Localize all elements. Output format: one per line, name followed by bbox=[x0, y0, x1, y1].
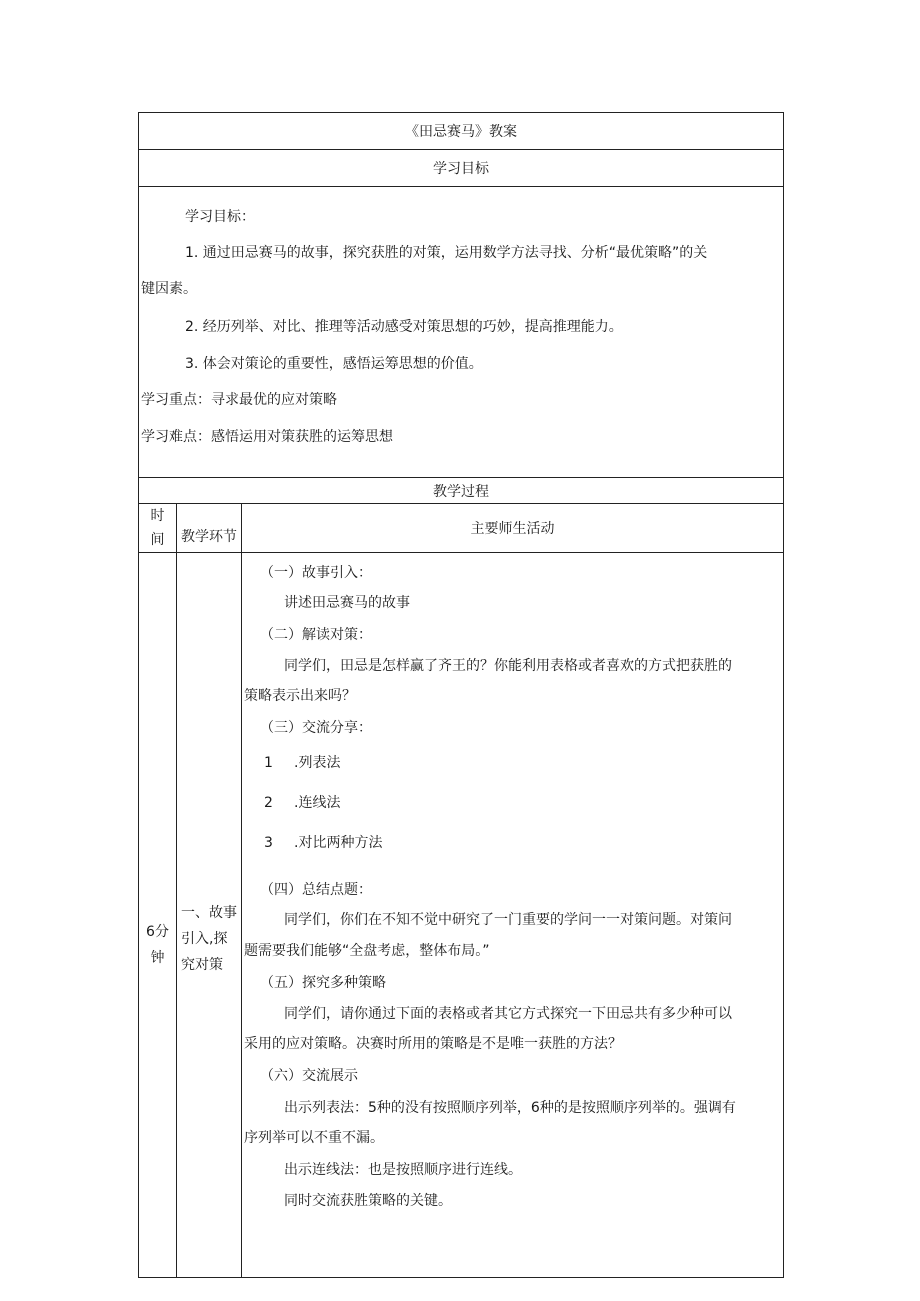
column-time-line-2: 间 bbox=[150, 532, 165, 548]
key-point: 学习重点：寻求最优的应对策略 bbox=[141, 392, 337, 408]
method-1 bbox=[264, 753, 340, 773]
method-3-number: 3 bbox=[264, 835, 273, 851]
section-2-text-1: 同学们，田忌是怎样赢了齐王的？你能利用表格或者喜欢的方式把获胜的 bbox=[284, 658, 732, 674]
section-3-title: （三）交流分享： bbox=[260, 720, 372, 736]
column-section-label: 教学环节 bbox=[181, 529, 237, 545]
goals-section bbox=[139, 187, 784, 478]
row-section bbox=[177, 553, 242, 1278]
method-2 bbox=[264, 793, 340, 813]
section-5-text-1: 同学们，请你通过下面的表格或者其它方式探究一下田忌共有多少种可以 bbox=[284, 1006, 732, 1022]
column-activity: 主要师生活动 bbox=[242, 504, 784, 553]
method-2-label: .连线法 bbox=[294, 795, 341, 811]
row-time bbox=[139, 553, 177, 1278]
column-time-line-1: 时 bbox=[150, 508, 165, 524]
goal-2: 2. 经历列举、对比、推理等活动感受对策思想的巧妙，提高推理能力。 bbox=[185, 319, 623, 335]
method-2-number: 2 bbox=[264, 795, 273, 811]
section-5-title: （五）探究多种策略 bbox=[260, 975, 386, 991]
difficulty: 学习难点：感悟运用对策获胜的运筹思想 bbox=[141, 429, 393, 445]
row-section-line-3: 究对策 bbox=[181, 957, 223, 973]
goals-header: 学习目标 bbox=[139, 150, 784, 187]
section-1-text: 讲述田忌赛马的故事 bbox=[284, 595, 410, 611]
activity-cell bbox=[242, 553, 784, 1278]
row-time-line-1: 6分 bbox=[146, 924, 169, 940]
section-2-text-2: 策略表示出来吗？ bbox=[244, 688, 356, 704]
goal-1-line-1: 1. 通过田忌赛马的故事，探究获胜的对策，运用数学方法寻找、分析“最优策略”的关 bbox=[185, 245, 708, 261]
section-6-text-3: 出示连线法：也是按照顺序进行连线。 bbox=[284, 1162, 522, 1178]
section-4-text-2: 题需要我们能够“全盘考虑，整体布局。” bbox=[244, 943, 490, 959]
method-1-number: 1 bbox=[264, 755, 273, 771]
section-6-text-2: 序列举可以不重不漏。 bbox=[244, 1130, 384, 1146]
goals-label: 学习目标： bbox=[185, 209, 255, 225]
method-3-label: .对比两种方法 bbox=[294, 835, 383, 851]
goal-3: 3. 体会对策论的重要性，感悟运筹思想的价值。 bbox=[185, 356, 483, 372]
process-header: 教学过程 bbox=[139, 478, 784, 504]
section-4-title: （四）总结点题： bbox=[260, 882, 372, 898]
document-title: 《田忌赛马》教案 bbox=[139, 113, 784, 150]
section-1-title: （一）故事引入： bbox=[260, 565, 372, 581]
row-time-line-2: 钟 bbox=[150, 950, 165, 966]
section-6-text-1: 出示列表法：5种的没有按照顺序列举，6种的是按照顺序列举的。强调有 bbox=[284, 1100, 736, 1116]
goal-1-line-2: 键因素。 bbox=[141, 281, 197, 297]
method-3 bbox=[264, 833, 382, 853]
section-5-text-2: 采用的应对策略。决赛时所用的策略是不是唯一获胜的方法？ bbox=[244, 1036, 622, 1052]
section-6-title: （六）交流展示 bbox=[260, 1068, 358, 1084]
method-1-label: .列表法 bbox=[294, 755, 341, 771]
lesson-plan-table bbox=[138, 112, 784, 1278]
section-6-text-4: 同时交流获胜策略的关键。 bbox=[284, 1193, 452, 1209]
column-time bbox=[139, 504, 177, 553]
section-2-title: （二）解读对策： bbox=[260, 627, 372, 643]
row-section-line-2: 引入,探 bbox=[181, 931, 228, 947]
row-section-line-1: 一、故事 bbox=[181, 905, 237, 921]
section-4-text-1: 同学们，你们在不知不觉中研究了一门重要的学问一一对策问题。对策问 bbox=[284, 912, 732, 928]
column-section bbox=[177, 504, 242, 553]
